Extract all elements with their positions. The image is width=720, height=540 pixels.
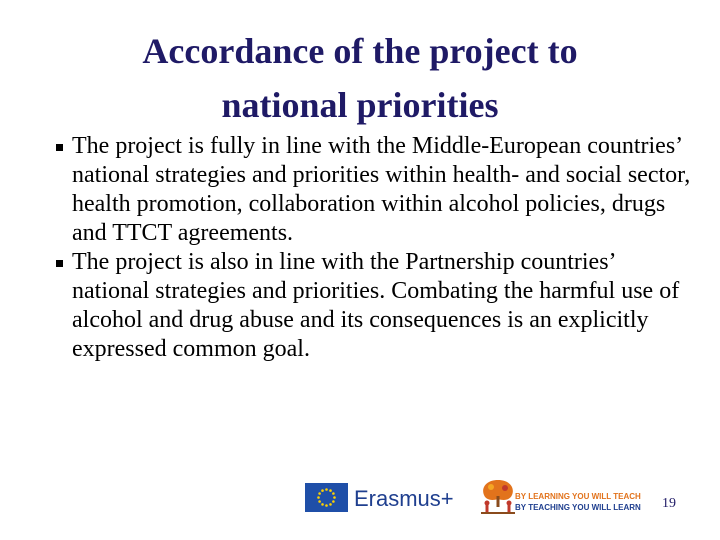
erasmus-logo-text: Erasmus+: [354, 486, 454, 511]
bullet-text: The project is also in line with the Partnership countries’ national strategies and priorities. Combating the harmful use of alcohol and drug abuse and its consequences is an explicitly expressed common goal.: [72, 249, 680, 362]
tree-figures-icon: [478, 478, 518, 516]
slide-footer: [0, 476, 720, 526]
square-bullet-icon: [56, 144, 63, 151]
page-number: 19: [662, 496, 676, 511]
square-bullet-icon: [56, 260, 63, 267]
bullet-text: The project is fully in line with the Middle-European countries’ national strategies and priorities within health- and social sector, health promotion, collaboration within alcohol policies, drugs and TTCT agreements.: [72, 133, 691, 246]
bullet-list: [56, 132, 696, 364]
slide-title-line-2: national priorities: [221, 85, 499, 125]
bullet-item: [56, 248, 696, 364]
slide-title: [60, 24, 660, 132]
slide-title-line-1: Accordance of the project to: [142, 31, 578, 71]
partner-logo-line-1: BY LEARNING YOU WILL TEACH: [515, 492, 641, 501]
partner-logo-line-2: BY TEACHING YOU WILL LEARN: [515, 503, 641, 512]
eu-stars-icon: [305, 483, 348, 512]
eu-flag-icon: [305, 483, 348, 512]
bullet-item: [56, 132, 696, 248]
